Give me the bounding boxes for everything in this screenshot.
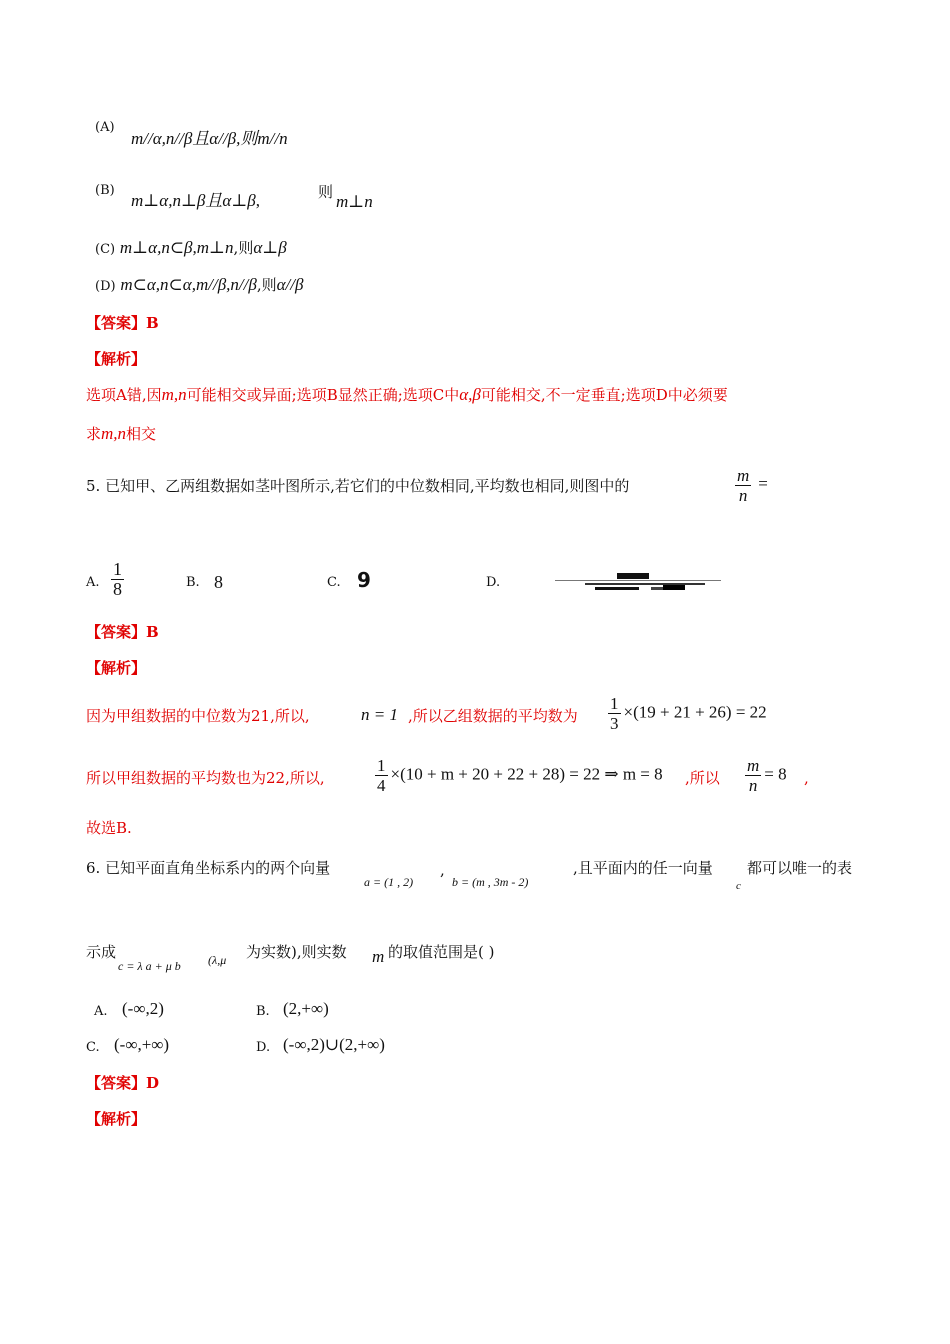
equals-sign: = xyxy=(758,474,768,494)
q5-analysis-line2-end: , xyxy=(804,769,809,787)
fraction-denominator: 3 xyxy=(610,714,619,733)
q6-stem-line1b: ,且平面内的任一向量 xyxy=(573,859,713,877)
q6-stem-line2a: 示成 xyxy=(86,943,117,961)
q5-analysis-line1-expr xyxy=(605,694,767,733)
q4-option-b-comma: , xyxy=(255,191,261,210)
q4-option-b-condition: m⊥α,n⊥β且α⊥β xyxy=(131,191,256,210)
q5-stem-fraction xyxy=(732,466,768,505)
q4-option-d-conclusion: α//β xyxy=(276,275,304,294)
q5-option-a-value xyxy=(108,560,127,599)
q4-option-b-label: (B) xyxy=(95,183,115,198)
fraction-numerator: 1 xyxy=(377,756,386,775)
q5-option-d-garbled-image xyxy=(555,572,721,594)
fraction-numerator: 1 xyxy=(113,559,122,579)
q4-option-b-conclusion: m⊥n xyxy=(336,192,373,211)
q4-analysis-text: 可能相交,不一定垂直;选项D中必须要 xyxy=(480,386,728,404)
q5-option-b-label: B. xyxy=(186,575,200,590)
q4-option-c-math: m⊥α,n⊂β,m⊥n xyxy=(119,238,234,257)
q6-option-d-label: D. xyxy=(256,1040,271,1055)
q6-linear-combination: c = λ a + μ b xyxy=(118,959,181,973)
q5-analysis-line3: 故选B. xyxy=(86,819,132,837)
fraction-numerator: m xyxy=(737,466,750,485)
q6-option-b-value: (2,+∞) xyxy=(283,999,329,1018)
q4-analysis-line1 xyxy=(86,385,728,405)
q4-option-d-then: ,则 xyxy=(256,276,277,294)
q5-option-c-value: 9 xyxy=(357,568,371,592)
q4-option-a-math: m//α,n//β且α//β,则m//n xyxy=(131,129,288,148)
q4-analysis-var-mn: m,n xyxy=(161,385,187,404)
q6-vector-a: a = (1 , 2) xyxy=(364,875,414,889)
q4-analysis-text: 选项A错,因 xyxy=(86,386,162,404)
q5-analysis-line2-text: 所以甲组数据的平均数也为22,所以, xyxy=(86,769,325,787)
q4-option-c-then: ,则 xyxy=(233,239,254,257)
q4-analysis-var-ab: α,β xyxy=(459,385,481,404)
q5-stem: 5. 已知甲、乙两组数据如茎叶图所示,若它们的中位数相同,平均数也相同,则图中的 xyxy=(86,477,630,495)
q4-option-b-math xyxy=(131,191,260,211)
q5-option-a-label: A. xyxy=(86,575,100,590)
q4-answer: 【答案】B xyxy=(86,314,159,332)
q4-option-c xyxy=(95,238,287,260)
q4-option-d-math: m⊂α,n⊂α,m//β,n//β xyxy=(120,275,257,294)
q4-option-c-label: (C) xyxy=(95,242,116,257)
q5-option-b-value: 8 xyxy=(214,572,223,592)
fraction-numerator: m xyxy=(747,756,760,775)
q5-option-d-label: D. xyxy=(486,575,501,590)
q6-answer: 【答案】D xyxy=(86,1074,160,1092)
q6-comma: , xyxy=(440,861,445,879)
q4-option-d xyxy=(95,275,303,297)
q6-option-d-value: (-∞,2)∪(2,+∞) xyxy=(283,1035,385,1054)
q5-analysis-line2-text2: ,所以 xyxy=(685,769,720,787)
q5-mean-expression: ×(19 + 21 + 26) = 22 xyxy=(623,702,767,722)
q4-option-c-conclusion: α⊥β xyxy=(253,238,287,257)
q5-analysis-line1-text2: ,所以乙组数据的平均数为 xyxy=(408,707,578,725)
q6-lambda-mu: (λ,μ xyxy=(208,953,227,967)
q5-mean-equation: ×(10 + m + 20 + 22 + 28) = 22 ⇒ m = 8 xyxy=(390,764,663,784)
q4-analysis-line2 xyxy=(86,424,156,444)
q4-analysis-title: 【解析】 xyxy=(86,350,147,368)
q6-option-a-label: A. xyxy=(94,1004,108,1019)
fraction-denominator: n xyxy=(748,776,758,795)
q5-answer: 【答案】B xyxy=(86,623,159,641)
fraction-denominator: n xyxy=(738,486,748,505)
q4-option-a-label: (A) xyxy=(95,120,115,135)
q6-stem-line2c: 的取值范围是( ) xyxy=(388,943,495,961)
q6-option-c-label: C. xyxy=(86,1040,100,1055)
q6-stem-line1c: 都可以唯一的表 xyxy=(747,859,853,877)
q5-analysis-title: 【解析】 xyxy=(86,659,147,677)
q5-analysis-line1-eq: n = 1 xyxy=(361,705,398,724)
q5-analysis-line2-result xyxy=(742,756,787,795)
q5-analysis-line1-text: 因为甲组数据的中位数为21,所以, xyxy=(86,707,310,725)
q4-option-d-label: (D) xyxy=(95,279,116,294)
q5-ratio-value: = 8 xyxy=(764,764,787,784)
fraction-numerator: 1 xyxy=(610,694,619,713)
q6-option-c-value: (-∞,+∞) xyxy=(114,1035,170,1054)
fraction-denominator: 4 xyxy=(377,776,386,795)
q6-stem-line1: 6. 已知平面直角坐标系内的两个向量 xyxy=(86,859,331,877)
q6-vector-b: b = (m , 3m - 2) xyxy=(452,875,529,889)
q4-analysis-text: 求 xyxy=(86,425,102,443)
fraction-denominator: 8 xyxy=(113,579,122,599)
q4-analysis-text: 相交 xyxy=(126,425,157,443)
q6-option-b-label: B. xyxy=(256,1004,270,1019)
q4-analysis-text: 可能相交或异面;选项B显然正确;选项C中 xyxy=(186,386,460,404)
q5-option-c-label: C. xyxy=(327,575,341,590)
q4-analysis-var-mn: m,n xyxy=(101,424,127,443)
q4-option-b-then: 则 xyxy=(318,183,334,201)
q6-var-m: m xyxy=(372,947,385,966)
q5-analysis-line2-expr xyxy=(372,756,663,795)
q6-stem-line2b: 为实数),则实数 xyxy=(246,943,347,961)
q6-vector-c: c xyxy=(736,880,741,892)
q6-option-a-value: (-∞,2) xyxy=(122,999,164,1018)
q6-analysis-title: 【解析】 xyxy=(86,1110,147,1128)
